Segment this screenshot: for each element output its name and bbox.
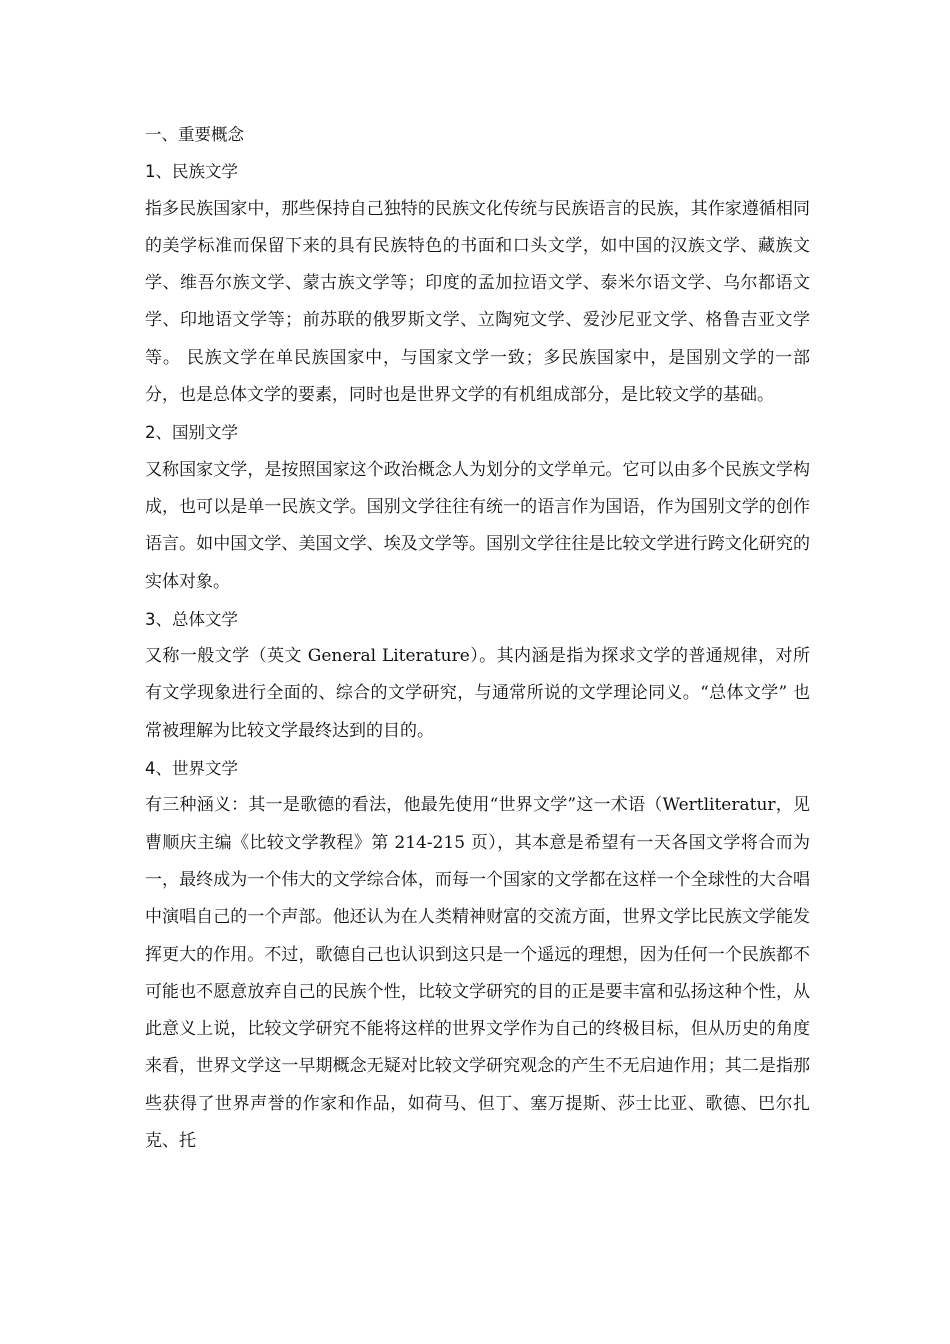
item-body-world-literature: 有三种涵义：其一是歌德的看法，他最先使用“世界文学”这一术语（Wertliteratur，见曹顺庆主编《比较文学教程》第 214-215 页），其本意是希望有一天各国文学将合而为一，最终成为一个伟大的文学综合体，而每一个国家的文学都在这样一个全球性的大合唱中演唱自己的一个声部。他还认为在人类精神财富的交流方面，世界文学比民族文学能发挥更大的作用。不过，歌德自己也认识到这只是一个遥远的理想，因为任何一个民族都不可能也不愿意放弃自己的民族个性，比较文学研究的目的正是要丰富和弘扬这种个性，从此意义上说，比较文学研究不能将这样的世界文学作为自己的终极目标，但从历史的角度来看，世界文学这一早期概念无疑对比较文学研究观念的产生不无启迪作用；其二是指那些获得了世界声誉的作家和作品，如荷马、但丁、塞万提斯、莎士比亚、歌德、巴尔扎克、托 [145,795,810,1152]
item-heading-world-literature: 4、世界文学 [145,759,238,779]
item-heading-general-literature: 3、总体文学 [145,609,238,629]
item-body-national-literature: 指多民族国家中，那些保持自己独特的民族文化传统与民族语言的民族，其作家遵循相同的美学标准而保留下来的具有民族特色的书面和口头文学，如中国的汉族文学、藏族文学、维吾尔族文学、蒙古族文学等；印度的孟加拉语文学、泰米尔语文学、乌尔都语文学、印地语文学等；前苏联的俄罗斯文学、立陶宛文学、爱沙尼亚文学、格鲁吉亚文学等。 民族文学在单民族国家中，与国家文学一致；多民族国家中，是国别文学的一部分，也是总体文学的要素，同时也是世界文学的有机组成部分，是比较文学的基础。 [145,198,810,406]
item-body-general-literature: 又称一般文学（英文 General Literature）。其内涵是指为探求文学的普通规律，对所有文学现象进行全面的、综合的文学研究，与通常所说的文学理论同义。“总体文学” 也常被理解为比较文学最终达到的目的。 [145,646,810,741]
item-heading-national-literature: 1、民族文学 [145,162,238,182]
item-heading-country-literature: 2、国别文学 [145,423,238,443]
document-page [145,116,810,1160]
item-body-country-literature: 又称国家文学，是按照国家这个政治概念人为划分的文学单元。它可以由多个民族文学构成，也可以是单一民族文学。国别文学往往有统一的语言作为国语，作为国别文学的创作语言。如中国文学、美国文学、埃及文学等。国别文学往往是比较文学进行跨文化研究的实体对象。 [145,459,810,592]
section-title: 一、重要概念 [145,125,244,144]
